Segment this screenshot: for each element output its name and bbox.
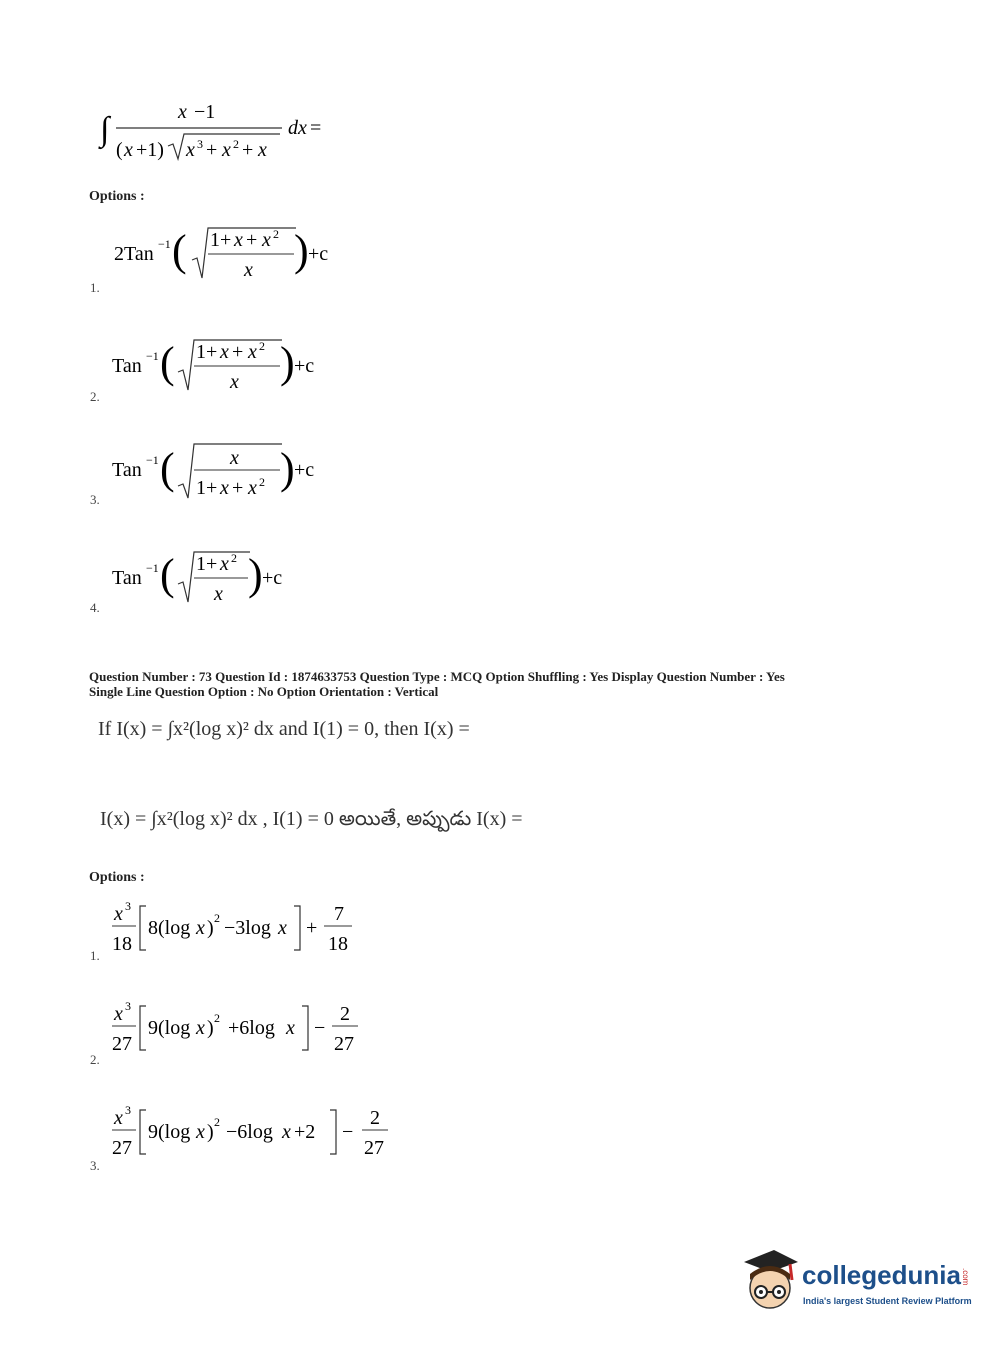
- svg-text:x: x: [196, 1017, 205, 1039]
- svg-text:27: 27: [112, 1137, 132, 1159]
- svg-text:+c: +c: [308, 243, 329, 265]
- svg-text:Tan: Tan: [112, 567, 142, 589]
- svg-text:x: x: [234, 229, 243, 251]
- q72-option-1-formula: [110, 218, 350, 295]
- svg-text:2: 2: [231, 551, 237, 565]
- svg-text:x: x: [186, 139, 195, 161]
- svg-text:9(log: 9(log: [148, 1017, 191, 1039]
- q73-meta-line-1: Question Number : 73 Question Id : 1874633753 Question Type : MCQ Option Shuffling : Yes Display Question Number : Yes: [89, 669, 785, 684]
- svg-text:2Tan: 2Tan: [114, 243, 154, 265]
- svg-text:+6log: +6log: [228, 1017, 275, 1039]
- svg-text:x: x: [262, 229, 271, 251]
- svg-text:(: (: [116, 139, 123, 161]
- svg-text:+: +: [232, 341, 244, 363]
- q72-option-3-formula: [110, 434, 340, 511]
- svg-text:x: x: [220, 341, 229, 363]
- svg-text:x: x: [286, 1017, 295, 1039]
- svg-text:−1: −1: [194, 101, 216, 123]
- svg-text:+2: +2: [294, 1121, 316, 1143]
- q73-meta-line-2: Single Line Question Option : No Option Orientation : Vertical: [89, 684, 439, 699]
- svg-text:+c: +c: [294, 459, 315, 481]
- svg-text:+1): +1): [136, 139, 164, 161]
- svg-text:3: 3: [125, 999, 131, 1013]
- logo-name-text: collegedunia: [802, 1260, 961, 1290]
- svg-text:−1: −1: [158, 237, 171, 251]
- svg-text:27: 27: [364, 1137, 384, 1159]
- svg-text:x: x: [114, 1107, 123, 1129]
- svg-text:(: (: [160, 338, 175, 387]
- q73-options-label: Options :: [89, 870, 145, 885]
- q72-options-label: Options :: [89, 189, 145, 204]
- q73-option-1-number: 1.: [90, 948, 100, 963]
- svg-text:∫: ∫: [100, 111, 110, 148]
- q73-option-3-number: 3.: [90, 1158, 100, 1173]
- svg-text:9(log: 9(log: [148, 1121, 191, 1143]
- svg-text:): ): [207, 917, 214, 939]
- svg-text:−: −: [342, 1121, 354, 1143]
- mascot-icon: [740, 1248, 800, 1314]
- svg-text:+: +: [242, 139, 254, 161]
- svg-text:x: x: [278, 917, 287, 939]
- svg-text:): ): [207, 1121, 214, 1143]
- svg-text:x: x: [178, 101, 187, 123]
- svg-text:+: +: [246, 229, 258, 251]
- svg-text:x: x: [230, 371, 239, 393]
- svg-text:3: 3: [125, 1103, 131, 1117]
- svg-text:+c: +c: [262, 567, 283, 589]
- svg-text:27: 27: [112, 1033, 132, 1055]
- svg-text:3: 3: [197, 137, 203, 151]
- svg-text:1+: 1+: [196, 341, 218, 363]
- svg-text:): ): [207, 1017, 214, 1039]
- svg-text:x: x: [222, 139, 231, 161]
- svg-text:18: 18: [328, 933, 348, 955]
- q72-option-4-number: 4.: [90, 600, 100, 615]
- svg-text:x: x: [220, 553, 229, 575]
- q73-question-telugu: I(x) = ∫x²(log x)² dx , I(1) = 0 అయితే, అప్పుడు I(x) =: [100, 808, 523, 830]
- q73-option-3-formula: [108, 1100, 408, 1169]
- svg-text:x: x: [114, 903, 123, 925]
- q72-option-2-formula: [110, 328, 340, 405]
- q72-option-1-number: 1.: [90, 280, 100, 295]
- svg-text:(: (: [172, 226, 187, 275]
- svg-text:27: 27: [334, 1033, 354, 1055]
- svg-text:1+: 1+: [196, 553, 218, 575]
- svg-text:2: 2: [273, 227, 279, 241]
- logo-tagline: India's largest Student Review Platform: [803, 1296, 972, 1306]
- q73-option-2-number: 2.: [90, 1052, 100, 1067]
- svg-text:(: (: [160, 550, 175, 599]
- svg-text:−1: −1: [146, 349, 159, 363]
- svg-text:=: =: [310, 117, 322, 139]
- svg-text:x: x: [124, 139, 133, 161]
- svg-text:2: 2: [214, 911, 220, 925]
- collegedunia-logo[interactable]: [740, 1248, 972, 1318]
- svg-text:2: 2: [233, 137, 239, 151]
- svg-text:x: x: [114, 1003, 123, 1025]
- svg-text:): ): [248, 550, 263, 599]
- svg-text:18: 18: [112, 933, 132, 955]
- svg-text:x: x: [196, 917, 205, 939]
- svg-text:x: x: [248, 341, 257, 363]
- svg-text:Tan: Tan: [112, 355, 142, 377]
- svg-text:Tan: Tan: [112, 459, 142, 481]
- logo-suffix: .com: [960, 1268, 970, 1286]
- svg-text:2: 2: [259, 339, 265, 353]
- q72-option-4-formula: [110, 540, 310, 617]
- svg-text:): ): [280, 338, 295, 387]
- svg-text:x: x: [258, 139, 267, 161]
- svg-text:−3log: −3log: [224, 917, 271, 939]
- svg-text:x: x: [214, 583, 223, 605]
- svg-text:8(log: 8(log: [148, 917, 191, 939]
- svg-text:+: +: [306, 917, 318, 939]
- svg-text:x: x: [244, 259, 253, 281]
- logo-name: [802, 1260, 970, 1291]
- svg-text:x: x: [230, 447, 239, 469]
- svg-text:1+: 1+: [196, 477, 218, 499]
- q73-option-1-formula: [108, 896, 368, 965]
- svg-text:1+: 1+: [210, 229, 232, 251]
- svg-text:(: (: [160, 444, 175, 493]
- svg-text:2: 2: [340, 1003, 350, 1025]
- svg-text:2: 2: [214, 1115, 220, 1129]
- svg-text:−: −: [314, 1017, 326, 1039]
- svg-text:+: +: [206, 139, 218, 161]
- svg-text:2: 2: [259, 475, 265, 489]
- svg-text:x: x: [248, 477, 257, 499]
- svg-text:−6log: −6log: [226, 1121, 273, 1143]
- svg-text:−1: −1: [146, 453, 159, 467]
- svg-text:2: 2: [214, 1011, 220, 1025]
- q72-option-3-number: 3.: [90, 492, 100, 507]
- svg-text:dx: dx: [288, 117, 307, 139]
- svg-text:+: +: [232, 477, 244, 499]
- svg-text:): ): [294, 226, 309, 275]
- svg-text:2: 2: [370, 1107, 380, 1129]
- svg-text:x: x: [196, 1121, 205, 1143]
- svg-text:−1: −1: [146, 561, 159, 575]
- svg-text:): ): [280, 444, 295, 493]
- svg-text:+c: +c: [294, 355, 315, 377]
- svg-text:x: x: [220, 477, 229, 499]
- q72-question-formula: [96, 96, 356, 173]
- svg-text:x: x: [282, 1121, 291, 1143]
- q73-option-2-formula: [108, 996, 378, 1065]
- svg-text:3: 3: [125, 899, 131, 913]
- svg-text:7: 7: [334, 903, 344, 925]
- q72-option-2-number: 2.: [90, 389, 100, 404]
- q73-question-english: If I(x) = ∫x²(log x)² dx and I(1) = 0, then I(x) =: [98, 718, 470, 740]
